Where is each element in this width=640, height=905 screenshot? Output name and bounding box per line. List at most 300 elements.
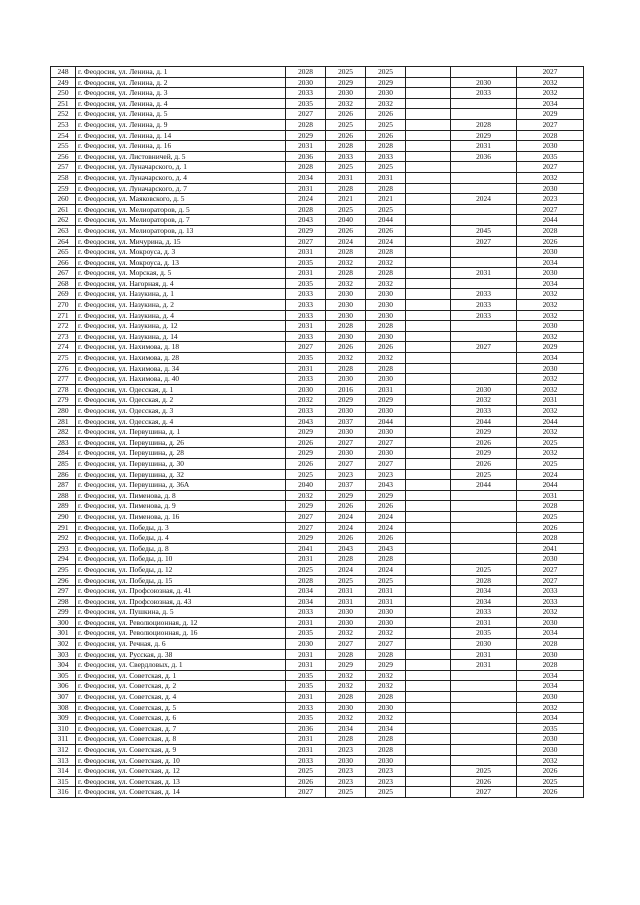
cell-year-1: 2031: [286, 554, 326, 565]
cell-address: г. Феодосия, ул. Одесская, д. 1: [76, 384, 286, 395]
cell-year-3: 2029: [366, 660, 406, 671]
table-row: [51, 511, 584, 522]
cell-year-2: 2027: [326, 437, 366, 448]
cell-year-5: 2033: [451, 607, 517, 618]
cell-address: г. Феодосия, ул. Мичурина, д. 15: [76, 236, 286, 247]
cell-row-number: 279: [51, 395, 76, 406]
table-row: [51, 734, 584, 745]
cell-year-5: [451, 745, 517, 756]
cell-year-5: [451, 278, 517, 289]
cell-year-6: 2032: [517, 702, 584, 713]
cell-address: г. Феодосия, ул. Мокроуса, д. 3: [76, 247, 286, 258]
cell-year-1: 2024: [286, 194, 326, 205]
cell-year-5: [451, 511, 517, 522]
cell-year-5: 2035: [451, 628, 517, 639]
cell-address: г. Феодосия, ул. Назукина, д. 12: [76, 321, 286, 332]
table-row: [51, 194, 584, 205]
cell-year-4: [406, 448, 451, 459]
cell-year-4: [406, 289, 451, 300]
cell-year-5: 2028: [451, 575, 517, 586]
cell-year-1: 2043: [286, 215, 326, 226]
cell-year-2: 2032: [326, 713, 366, 724]
cell-year-6: 2034: [517, 98, 584, 109]
table-row: [51, 342, 584, 353]
cell-row-number: 266: [51, 257, 76, 268]
cell-year-3: 2021: [366, 194, 406, 205]
cell-row-number: 260: [51, 194, 76, 205]
cell-year-4: [406, 67, 451, 78]
cell-address: г. Феодосия, ул. Победы, д. 3: [76, 522, 286, 533]
table-row: [51, 374, 584, 385]
cell-year-5: [451, 670, 517, 681]
table-row: [51, 554, 584, 565]
cell-row-number: 308: [51, 702, 76, 713]
cell-year-2: 2031: [326, 172, 366, 183]
cell-year-1: 2033: [286, 300, 326, 311]
cell-year-6: 2030: [517, 247, 584, 258]
cell-year-2: 2031: [326, 586, 366, 597]
cell-year-6: 2030: [517, 141, 584, 152]
cell-year-2: 2025: [326, 162, 366, 173]
cell-year-4: [406, 172, 451, 183]
table-row: [51, 77, 584, 88]
cell-year-1: 2036: [286, 151, 326, 162]
cell-year-2: 2032: [326, 670, 366, 681]
cell-address: г. Феодосия, ул. Первушина, д. 30: [76, 458, 286, 469]
cell-year-1: 2033: [286, 331, 326, 342]
table-row: [51, 522, 584, 533]
cell-year-5: 2031: [451, 660, 517, 671]
cell-year-6: 2027: [517, 67, 584, 78]
cell-year-2: 2037: [326, 416, 366, 427]
cell-year-5: 2033: [451, 310, 517, 321]
cell-year-6: 2032: [517, 289, 584, 300]
cell-year-1: 2040: [286, 480, 326, 491]
cell-row-number: 263: [51, 225, 76, 236]
cell-year-5: 2030: [451, 384, 517, 395]
cell-year-3: 2032: [366, 257, 406, 268]
cell-year-3: 2028: [366, 363, 406, 374]
cell-row-number: 272: [51, 321, 76, 332]
cell-year-3: 2025: [366, 67, 406, 78]
cell-year-2: 2028: [326, 554, 366, 565]
cell-row-number: 249: [51, 77, 76, 88]
table-row: [51, 162, 584, 173]
cell-year-5: 2034: [451, 586, 517, 597]
cell-year-5: 2024: [451, 194, 517, 205]
cell-year-2: 2026: [326, 225, 366, 236]
cell-row-number: 280: [51, 406, 76, 417]
cell-address: г. Феодосия, ул. Назукина, д. 14: [76, 331, 286, 342]
cell-year-5: [451, 98, 517, 109]
table-row: [51, 130, 584, 141]
cell-year-5: 2025: [451, 766, 517, 777]
table-row: [51, 681, 584, 692]
cell-year-4: [406, 490, 451, 501]
cell-year-1: 2035: [286, 670, 326, 681]
cell-year-2: 2028: [326, 363, 366, 374]
table-row: [51, 172, 584, 183]
cell-year-6: 2032: [517, 331, 584, 342]
cell-address: г. Феодосия, ул. Мелиораторов, д. 7: [76, 215, 286, 226]
cell-year-3: 2027: [366, 458, 406, 469]
cell-year-5: 2027: [451, 236, 517, 247]
cell-year-3: 2025: [366, 119, 406, 130]
cell-year-2: 2025: [326, 575, 366, 586]
cell-year-4: [406, 300, 451, 311]
cell-year-5: [451, 723, 517, 734]
cell-year-6: 2030: [517, 649, 584, 660]
cell-row-number: 309: [51, 713, 76, 724]
cell-address: г. Феодосия, ул. Советская, д. 2: [76, 681, 286, 692]
cell-row-number: 265: [51, 247, 76, 258]
cell-year-2: 2028: [326, 247, 366, 258]
cell-year-1: 2025: [286, 564, 326, 575]
cell-row-number: 310: [51, 723, 76, 734]
cell-year-3: 2029: [366, 395, 406, 406]
cell-row-number: 264: [51, 236, 76, 247]
cell-address: г. Феодосия, ул. Ленина, д. 3: [76, 88, 286, 99]
table-row: [51, 649, 584, 660]
cell-row-number: 275: [51, 353, 76, 364]
cell-row-number: 314: [51, 766, 76, 777]
cell-year-5: 2027: [451, 342, 517, 353]
cell-year-4: [406, 194, 451, 205]
cell-address: г. Феодосия, ул. Ленина, д. 9: [76, 119, 286, 130]
cell-year-2: 2028: [326, 692, 366, 703]
cell-year-4: [406, 257, 451, 268]
cell-year-3: 2032: [366, 670, 406, 681]
cell-year-3: 2025: [366, 575, 406, 586]
cell-year-1: 2033: [286, 702, 326, 713]
cell-year-3: 2043: [366, 480, 406, 491]
cell-year-1: 2029: [286, 533, 326, 544]
cell-row-number: 255: [51, 141, 76, 152]
cell-row-number: 269: [51, 289, 76, 300]
cell-year-4: [406, 321, 451, 332]
cell-row-number: 254: [51, 130, 76, 141]
cell-year-2: 2024: [326, 522, 366, 533]
table-row: [51, 183, 584, 194]
cell-year-2: 2030: [326, 374, 366, 385]
cell-year-6: 2033: [517, 586, 584, 597]
cell-year-1: 2033: [286, 406, 326, 417]
cell-year-3: 2024: [366, 564, 406, 575]
cell-year-4: [406, 660, 451, 671]
cell-year-4: [406, 215, 451, 226]
cell-year-2: 2030: [326, 755, 366, 766]
cell-year-5: [451, 713, 517, 724]
cell-address: г. Феодосия, ул. Ленина, д. 5: [76, 109, 286, 120]
cell-year-5: [451, 183, 517, 194]
cell-year-4: [406, 88, 451, 99]
cell-year-2: 2030: [326, 427, 366, 438]
cell-year-5: [451, 67, 517, 78]
cell-year-4: [406, 670, 451, 681]
cell-address: г. Феодосия, ул. Одесская, д. 2: [76, 395, 286, 406]
cell-year-3: 2032: [366, 353, 406, 364]
cell-year-2: 2030: [326, 607, 366, 618]
cell-year-5: 2033: [451, 406, 517, 417]
cell-year-1: 2026: [286, 776, 326, 787]
cell-year-4: [406, 575, 451, 586]
table-row: [51, 363, 584, 374]
cell-year-4: [406, 511, 451, 522]
cell-row-number: 267: [51, 268, 76, 279]
cell-year-4: [406, 331, 451, 342]
cell-year-3: 2026: [366, 225, 406, 236]
cell-year-1: 2029: [286, 130, 326, 141]
cell-year-3: 2031: [366, 586, 406, 597]
cell-year-3: 2030: [366, 755, 406, 766]
cell-year-2: 2028: [326, 321, 366, 332]
cell-row-number: 302: [51, 639, 76, 650]
cell-year-3: 2030: [366, 448, 406, 459]
cell-row-number: 290: [51, 511, 76, 522]
cell-year-1: 2028: [286, 204, 326, 215]
cell-year-5: 2029: [451, 448, 517, 459]
cell-row-number: 292: [51, 533, 76, 544]
cell-year-2: 2032: [326, 353, 366, 364]
cell-address: г. Феодосия, ул. Профсоюзная, д. 43: [76, 596, 286, 607]
cell-year-1: 2025: [286, 469, 326, 480]
cell-row-number: 316: [51, 787, 76, 798]
cell-year-3: 2026: [366, 130, 406, 141]
cell-year-6: 2030: [517, 321, 584, 332]
table-row: [51, 268, 584, 279]
cell-address: г. Феодосия, ул. Ленина, д. 1: [76, 67, 286, 78]
cell-year-3: 2026: [366, 501, 406, 512]
cell-year-5: 2044: [451, 416, 517, 427]
cell-row-number: 270: [51, 300, 76, 311]
cell-row-number: 288: [51, 490, 76, 501]
cell-year-5: [451, 490, 517, 501]
cell-year-3: 2032: [366, 278, 406, 289]
table-row: [51, 533, 584, 544]
cell-row-number: 276: [51, 363, 76, 374]
cell-year-2: 2016: [326, 384, 366, 395]
cell-year-2: 2025: [326, 119, 366, 130]
table-row: [51, 586, 584, 597]
cell-address: г. Феодосия, ул. Пименова, д. 9: [76, 501, 286, 512]
cell-year-3: 2030: [366, 331, 406, 342]
cell-year-5: 2026: [451, 437, 517, 448]
cell-year-4: [406, 236, 451, 247]
cell-year-2: 2029: [326, 395, 366, 406]
cell-address: г. Феодосия, ул. Нахимова, д. 28: [76, 353, 286, 364]
cell-year-2: 2023: [326, 776, 366, 787]
cell-year-6: 2032: [517, 384, 584, 395]
cell-year-2: 2033: [326, 151, 366, 162]
cell-year-4: [406, 268, 451, 279]
cell-year-3: 2030: [366, 406, 406, 417]
cell-year-3: 2024: [366, 236, 406, 247]
cell-year-1: 2031: [286, 363, 326, 374]
cell-year-6: 2044: [517, 416, 584, 427]
cell-year-4: [406, 586, 451, 597]
table-row: [51, 713, 584, 724]
cell-row-number: 251: [51, 98, 76, 109]
cell-year-1: 2028: [286, 67, 326, 78]
cell-year-4: [406, 723, 451, 734]
cell-year-6: 2034: [517, 681, 584, 692]
cell-row-number: 253: [51, 119, 76, 130]
cell-year-4: [406, 204, 451, 215]
cell-address: г. Феодосия, ул. Первушина, д. 32: [76, 469, 286, 480]
cell-year-4: [406, 458, 451, 469]
cell-address: г. Феодосия, ул. Пименова, д. 8: [76, 490, 286, 501]
cell-year-5: 2033: [451, 289, 517, 300]
cell-year-3: 2028: [366, 268, 406, 279]
cell-year-6: 2025: [517, 458, 584, 469]
cell-year-2: 2021: [326, 194, 366, 205]
cell-address: г. Феодосия, ул. Советская, д. 7: [76, 723, 286, 734]
cell-year-5: 2029: [451, 130, 517, 141]
cell-address: г. Феодосия, ул. Маяковского, д. 5: [76, 194, 286, 205]
cell-year-2: 2030: [326, 310, 366, 321]
cell-row-number: 291: [51, 522, 76, 533]
cell-year-6: 2026: [517, 766, 584, 777]
cell-year-3: 2029: [366, 77, 406, 88]
cell-year-3: 2032: [366, 713, 406, 724]
cell-year-1: 2025: [286, 766, 326, 777]
cell-year-5: 2030: [451, 639, 517, 650]
cell-year-6: 2026: [517, 787, 584, 798]
cell-year-2: 2024: [326, 236, 366, 247]
cell-year-4: [406, 533, 451, 544]
cell-row-number: 286: [51, 469, 76, 480]
cell-row-number: 257: [51, 162, 76, 173]
cell-year-2: 2027: [326, 458, 366, 469]
cell-year-5: 2028: [451, 119, 517, 130]
cell-year-4: [406, 776, 451, 787]
cell-year-3: 2030: [366, 607, 406, 618]
cell-year-4: [406, 342, 451, 353]
table-row: [51, 596, 584, 607]
cell-year-3: 2030: [366, 88, 406, 99]
cell-year-5: [451, 109, 517, 120]
cell-address: г. Феодосия, ул. Листовничей, д. 5: [76, 151, 286, 162]
cell-year-4: [406, 480, 451, 491]
cell-address: г. Феодосия, ул. Первушина, д. 36А: [76, 480, 286, 491]
cell-address: г. Феодосия, ул. Советская, д. 6: [76, 713, 286, 724]
cell-row-number: 296: [51, 575, 76, 586]
cell-row-number: 271: [51, 310, 76, 321]
cell-year-2: 2025: [326, 787, 366, 798]
cell-year-2: 2030: [326, 702, 366, 713]
cell-year-1: 2027: [286, 522, 326, 533]
table-row: [51, 755, 584, 766]
cell-row-number: 256: [51, 151, 76, 162]
cell-year-3: 2031: [366, 596, 406, 607]
cell-year-1: 2031: [286, 649, 326, 660]
cell-year-2: 2030: [326, 289, 366, 300]
cell-year-2: 2027: [326, 639, 366, 650]
cell-year-2: 2028: [326, 183, 366, 194]
cell-year-3: 2028: [366, 649, 406, 660]
cell-year-3: 2030: [366, 427, 406, 438]
cell-year-3: 2028: [366, 692, 406, 703]
cell-address: г. Феодосия, ул. Первушина, д. 28: [76, 448, 286, 459]
table-row: [51, 416, 584, 427]
cell-row-number: 284: [51, 448, 76, 459]
cell-year-6: 2030: [517, 745, 584, 756]
cell-address: г. Феодосия, ул. Одесская, д. 3: [76, 406, 286, 417]
cell-year-6: 2034: [517, 278, 584, 289]
cell-year-1: 2034: [286, 586, 326, 597]
cell-year-6: 2034: [517, 670, 584, 681]
cell-year-4: [406, 374, 451, 385]
cell-address: г. Феодосия, ул. Одесская, д. 4: [76, 416, 286, 427]
cell-year-5: [451, 543, 517, 554]
cell-address: г. Феодосия, ул. Свердловых, д. 1: [76, 660, 286, 671]
cell-address: г. Феодосия, ул. Нахимова, д. 18: [76, 342, 286, 353]
cell-year-4: [406, 617, 451, 628]
cell-year-1: 2031: [286, 268, 326, 279]
cell-year-5: 2044: [451, 480, 517, 491]
cell-address: г. Феодосия, ул. Назукина, д. 4: [76, 310, 286, 321]
table-row: [51, 321, 584, 332]
cell-year-3: 2031: [366, 172, 406, 183]
cell-year-6: 2034: [517, 628, 584, 639]
cell-year-6: 2033: [517, 596, 584, 607]
table-row: [51, 236, 584, 247]
cell-year-5: [451, 321, 517, 332]
cell-year-5: 2025: [451, 564, 517, 575]
cell-year-3: 2029: [366, 490, 406, 501]
cell-address: г. Феодосия, ул. Нахимова, д. 40: [76, 374, 286, 385]
cell-year-5: 2031: [451, 268, 517, 279]
cell-year-6: 2034: [517, 353, 584, 364]
cell-year-6: 2028: [517, 225, 584, 236]
cell-year-5: [451, 257, 517, 268]
cell-year-1: 2033: [286, 607, 326, 618]
cell-year-5: [451, 755, 517, 766]
cell-row-number: 312: [51, 745, 76, 756]
table-row: [51, 776, 584, 787]
cell-year-1: 2031: [286, 183, 326, 194]
cell-address: г. Феодосия, ул. Советская, д. 1: [76, 670, 286, 681]
cell-year-3: 2028: [366, 554, 406, 565]
table-row: [51, 745, 584, 756]
table-row: [51, 469, 584, 480]
cell-year-6: 2029: [517, 109, 584, 120]
cell-year-2: 2030: [326, 300, 366, 311]
cell-year-1: 2028: [286, 119, 326, 130]
cell-year-1: 2041: [286, 543, 326, 554]
cell-year-1: 2030: [286, 639, 326, 650]
cell-address: г. Феодосия, ул. Советская, д. 8: [76, 734, 286, 745]
cell-address: г. Феодосия, ул. Назукина, д. 1: [76, 289, 286, 300]
cell-year-6: 2031: [517, 490, 584, 501]
cell-year-5: [451, 533, 517, 544]
cell-year-2: 2040: [326, 215, 366, 226]
cell-year-5: [451, 162, 517, 173]
cell-year-3: 2024: [366, 522, 406, 533]
cell-year-1: 2034: [286, 596, 326, 607]
cell-row-number: 315: [51, 776, 76, 787]
cell-year-6: 2030: [517, 183, 584, 194]
cell-year-1: 2028: [286, 162, 326, 173]
table-row: [51, 543, 584, 554]
table-row: [51, 395, 584, 406]
cell-year-6: 2032: [517, 77, 584, 88]
cell-year-4: [406, 183, 451, 194]
cell-year-5: 2026: [451, 776, 517, 787]
cell-year-2: 2031: [326, 596, 366, 607]
cell-year-4: [406, 162, 451, 173]
cell-year-5: 2031: [451, 649, 517, 660]
